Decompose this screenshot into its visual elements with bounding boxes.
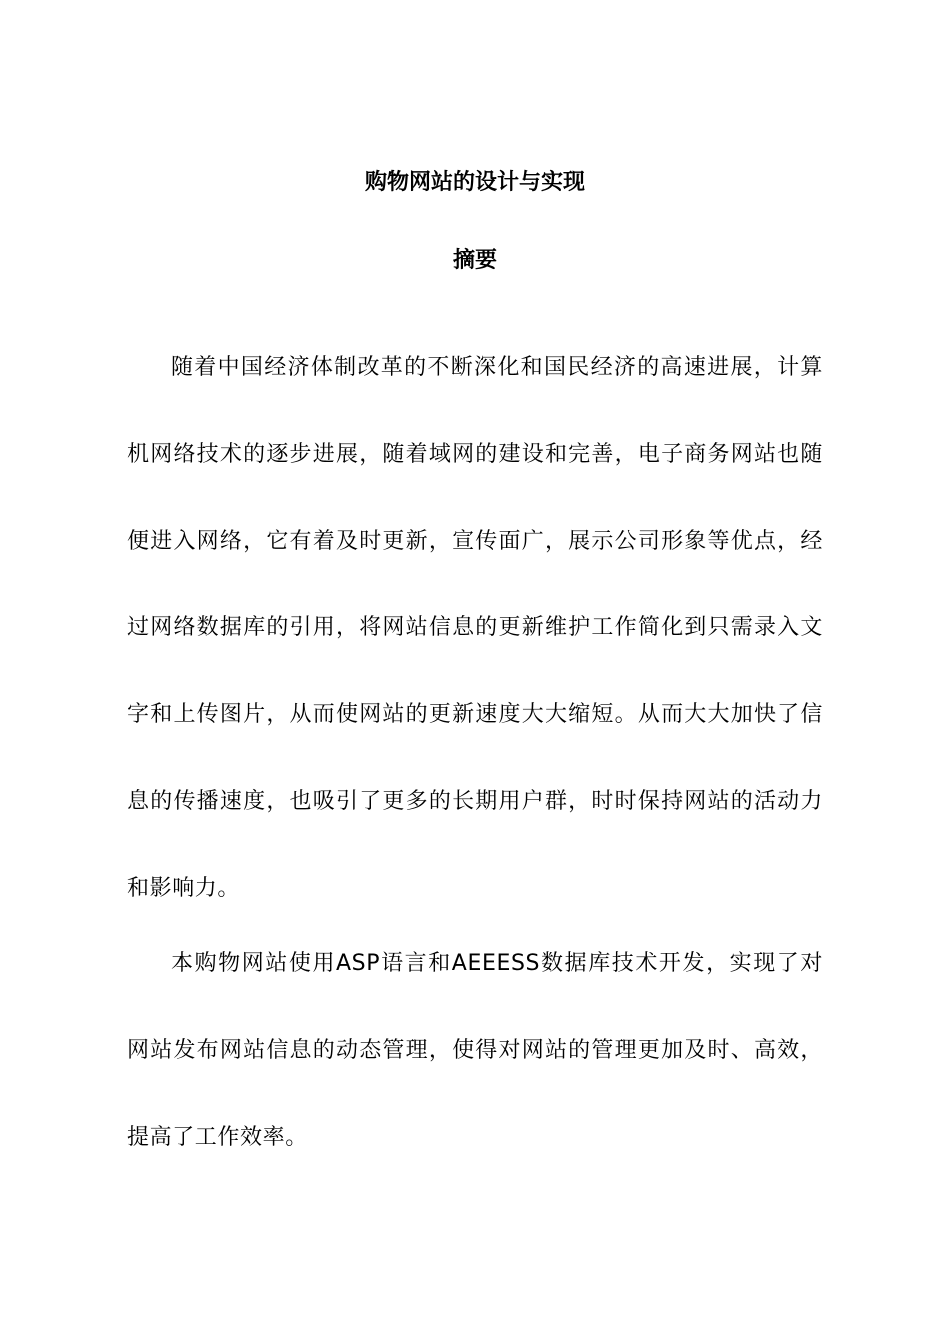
- document-title: 购物网站的设计与实现: [364, 170, 585, 195]
- abstract-paragraph-1: 随着中国经济体制改革的不断深化和国民经济的高速进展，计算机网络技术的逐步进展，随着域网的建设和完善，电子商务网站也随便进入网络，它有着及时更新，宣传面广，展示公司形象等优点，经过网络数据库的引用，将网站信息的更新维护工作简化到只需录入文字和上传图片，从而使网站的更新速度大大缩短。从而大大加快了信息的传播速度，也吸引了更多的长期用户群，时时保持网站的活动力和影响力。: [127, 355, 823, 901]
- abstract-heading: 摘要: [452, 248, 497, 273]
- abstract-paragraph-2: 本购物网站使用ASP语言和AEEESS数据库技术开发，实现了对网站发布网站信息的动态管理，使得对网站的管理更加及时、高效，提高了工作效率。: [127, 951, 823, 1150]
